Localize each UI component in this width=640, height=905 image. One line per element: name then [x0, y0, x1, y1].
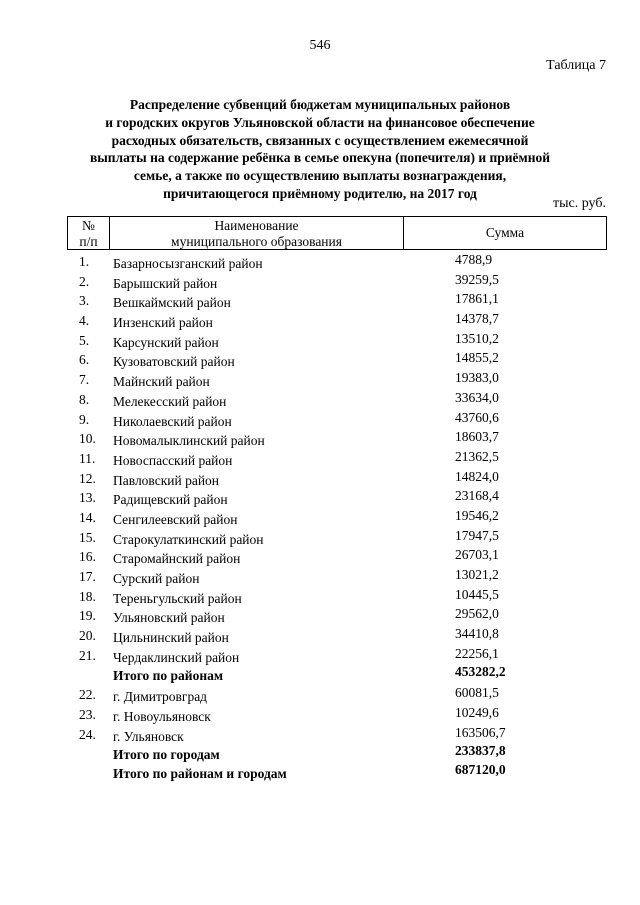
- table-row: [67, 587, 607, 607]
- row-value: 21362,5: [455, 448, 499, 464]
- row-value: 19546,2: [455, 507, 499, 523]
- table-row: [67, 626, 607, 646]
- row-value: 13021,2: [455, 567, 499, 582]
- row-name: Новомалыклинский район: [113, 433, 265, 449]
- table-row: [67, 725, 607, 745]
- table-row: [67, 646, 607, 666]
- row-number: 10.: [79, 431, 96, 447]
- total-cities-row: [67, 744, 607, 764]
- table-row: [67, 390, 607, 410]
- row-number: 14.: [79, 509, 96, 525]
- row-number: 23.: [79, 706, 96, 722]
- row-number: 18.: [79, 588, 96, 604]
- row-value: 26703,1: [455, 547, 499, 563]
- row-name: г. Ульяновск: [113, 728, 184, 744]
- row-name: Новоспасский район: [113, 452, 233, 468]
- row-value: 18603,7: [455, 429, 499, 445]
- table-row: [67, 508, 607, 528]
- row-name: Радищевский район: [113, 492, 228, 508]
- table-row: [67, 606, 607, 626]
- row-number: 11.: [79, 450, 96, 466]
- row-name: Барышский район: [113, 275, 218, 291]
- table-row: [67, 410, 607, 430]
- row-value: 17947,5: [455, 527, 499, 543]
- row-value: 43760,6: [455, 409, 499, 425]
- title-line: семье, а также по осуществлению выплаты вознаграждения,: [133, 168, 507, 184]
- row-name: г. Димитровград: [113, 689, 208, 705]
- row-value: 22256,1: [455, 645, 499, 661]
- row-name: Сенгилеевский район: [113, 511, 238, 527]
- total-districts-value: 453282,2: [455, 664, 506, 680]
- row-value: 163506,7: [455, 724, 506, 740]
- row-number: 19.: [79, 608, 96, 624]
- row-name: Тереньгульский район: [113, 590, 242, 606]
- row-name: Майнский район: [113, 374, 210, 390]
- row-number: 13.: [79, 490, 96, 506]
- header-number-line2: п/п: [79, 234, 98, 249]
- table-label: Таблица 7: [546, 58, 606, 73]
- row-value: 34410,8: [455, 626, 499, 642]
- row-name: Павловский район: [113, 472, 220, 488]
- row-name: Мелекесский район: [113, 393, 227, 409]
- table-row: [67, 528, 607, 548]
- title-line: причитающегося приёмному родителю, на 2017 год: [163, 185, 477, 201]
- table-row: [67, 429, 607, 449]
- row-number: 1.: [79, 254, 90, 269]
- row-name: Николаевский район: [113, 413, 232, 429]
- row-name: Старокулаткинский район: [113, 531, 264, 547]
- document-title: [70, 96, 570, 203]
- row-name: г. Новоульяновск: [113, 708, 211, 724]
- row-number: 7.: [79, 372, 90, 388]
- row-value: 14855,2: [455, 350, 499, 366]
- total-cities-label: Итого по городам: [113, 747, 220, 763]
- title-line: и городских округов Ульяновской области на финансовое обеспечение: [105, 114, 535, 130]
- row-value: 4788,9: [455, 252, 493, 267]
- row-name: Старомайнский район: [113, 551, 241, 567]
- header-name-cell: [110, 217, 404, 249]
- title-line: расходных обязательств, связанных с осуществлением ежемесячной: [111, 132, 529, 148]
- header-sum-cell: Сумма: [485, 225, 525, 240]
- grand-total-label: Итого по районам и городам: [113, 765, 287, 781]
- row-value: 10249,6: [455, 704, 499, 720]
- table-header: [67, 216, 607, 250]
- row-value: 19383,0: [455, 370, 499, 386]
- row-number: 8.: [79, 391, 90, 407]
- table-row: [67, 272, 607, 292]
- table-row: [67, 370, 607, 390]
- header-name-line1: Наименование: [214, 218, 299, 233]
- row-value: 13510,2: [455, 330, 499, 346]
- header-number-line1: №: [82, 218, 95, 233]
- table-row: [67, 311, 607, 331]
- row-name: Базарносызганский район: [113, 256, 263, 271]
- grand-total-value: 687120,0: [455, 761, 506, 777]
- table-row: [67, 488, 607, 508]
- table-row: [67, 350, 607, 370]
- row-number: 20.: [79, 628, 96, 644]
- row-name: Карсунский район: [113, 334, 219, 350]
- row-value: 10445,5: [455, 586, 499, 602]
- total-cities-value: 233837,8: [455, 743, 506, 759]
- total-districts-label: Итого по районам: [113, 668, 224, 684]
- row-number: 3.: [79, 293, 90, 309]
- table-body: [67, 252, 607, 784]
- table-row: [67, 567, 607, 587]
- row-value: 29562,0: [455, 606, 499, 622]
- row-number: 17.: [79, 569, 96, 584]
- table-row: [67, 547, 607, 567]
- total-districts-row: [67, 665, 607, 685]
- row-number: 2.: [79, 273, 90, 289]
- row-name: Сурский район: [113, 571, 200, 586]
- table-row: [67, 331, 607, 351]
- row-value: 17861,1: [455, 291, 499, 307]
- row-name: Кузоватовский район: [113, 354, 235, 370]
- table-row: [67, 469, 607, 489]
- row-number: 16.: [79, 549, 96, 565]
- row-number: 21.: [79, 647, 96, 663]
- row-number: 6.: [79, 352, 90, 368]
- row-name: Цильнинский район: [113, 630, 229, 646]
- row-number: 15.: [79, 529, 96, 545]
- row-value: 39259,5: [455, 271, 499, 287]
- row-number: 22.: [79, 687, 96, 703]
- row-value: 33634,0: [455, 389, 499, 405]
- table-row: [67, 291, 607, 311]
- units-label: тыс. руб.: [553, 196, 606, 211]
- table-row: [67, 449, 607, 469]
- table-row: [67, 705, 607, 725]
- row-number: 4.: [79, 313, 90, 329]
- header-name-line2: муниципального образования: [171, 234, 342, 249]
- row-name: Ульяновский район: [113, 610, 225, 626]
- row-number: 24.: [79, 726, 96, 742]
- grand-total-row: [67, 761, 607, 784]
- table-row: [67, 252, 607, 272]
- row-number: 9.: [79, 411, 90, 427]
- row-number: 12.: [79, 470, 96, 486]
- row-name: Инзенский район: [113, 315, 213, 331]
- row-value: 60081,5: [455, 685, 499, 701]
- table-row: [67, 685, 607, 705]
- row-value: 14378,7: [455, 311, 499, 327]
- row-number: 5.: [79, 332, 90, 348]
- page-number: 546: [309, 38, 331, 53]
- row-value: 23168,4: [455, 488, 499, 504]
- row-name: Чердаклинский район: [113, 649, 240, 665]
- title-line: Распределение субвенций бюджетам муниципальных районов: [129, 97, 511, 112]
- header-number-cell: [68, 217, 110, 249]
- row-value: 14824,0: [455, 468, 499, 484]
- title-line: выплаты на содержание ребёнка в семье опекуна (попечителя) и приёмной: [89, 150, 551, 166]
- row-name: Вешкаймский район: [113, 295, 231, 311]
